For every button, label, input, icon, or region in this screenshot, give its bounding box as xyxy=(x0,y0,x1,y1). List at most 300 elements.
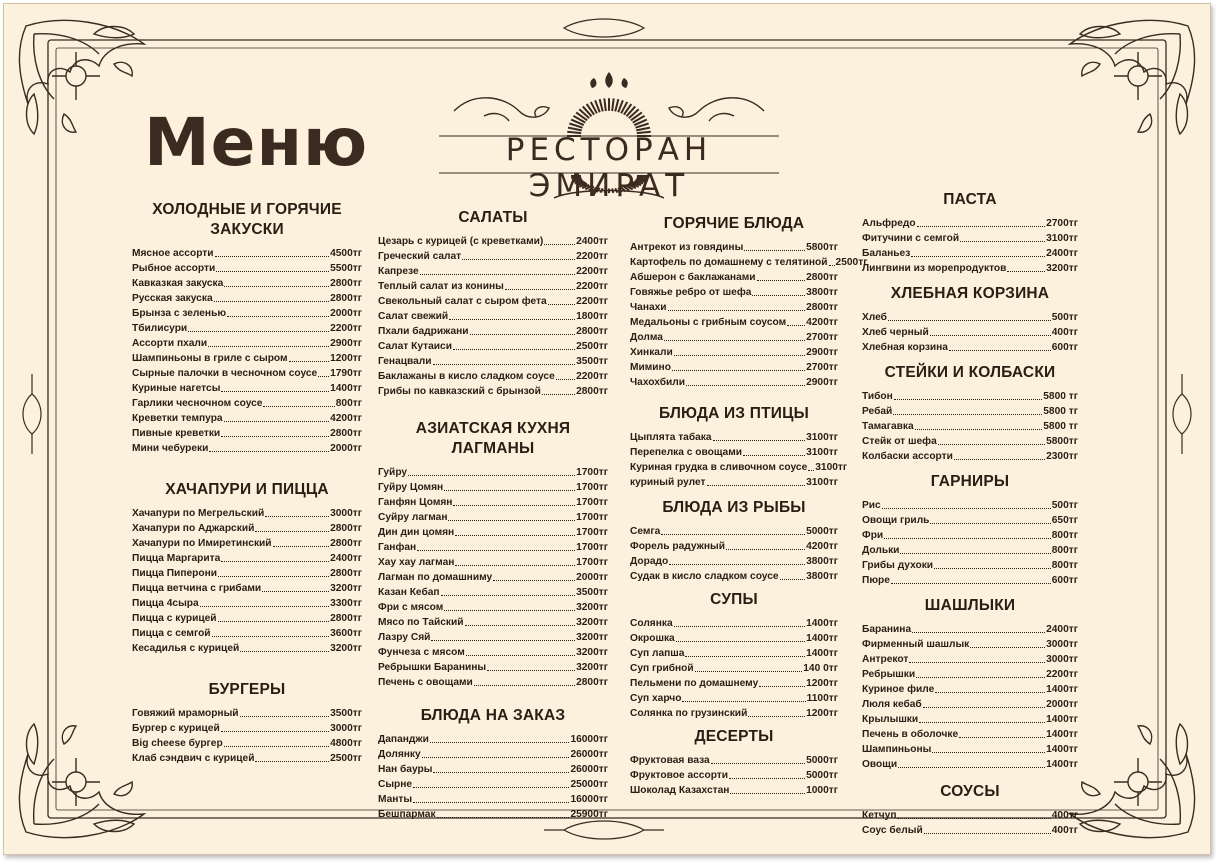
menu-item xyxy=(862,543,1078,558)
dot-leader xyxy=(240,651,329,652)
menu-item-name: Крылышки xyxy=(862,714,919,725)
menu-item xyxy=(378,777,608,792)
menu-item-name: Мясное ассорти xyxy=(132,248,214,259)
menu-item-name: Шампиньоны xyxy=(862,744,932,755)
menu-item-price: 3100тг xyxy=(1046,233,1078,244)
menu-item-name: Пюре xyxy=(862,575,890,586)
menu-item-name: Солянка xyxy=(630,618,673,629)
menu-item-price: 2900тг xyxy=(330,338,362,349)
dot-leader xyxy=(218,576,329,577)
menu-item-price: 2400тг xyxy=(1046,248,1078,259)
dot-leader xyxy=(487,670,575,671)
menu-item-name: Салат свежий xyxy=(378,311,449,322)
menu-item-price: 1000тг xyxy=(806,785,838,796)
dot-leader xyxy=(455,535,575,536)
menu-item-price: 800тг xyxy=(1051,560,1078,571)
menu-item-name: Фруктовое ассорти xyxy=(630,770,729,781)
menu-item-price: 1800тг xyxy=(576,311,608,322)
dot-leader xyxy=(505,289,575,290)
menu-item-name: Судак в кисло сладком соусе xyxy=(630,571,779,582)
menu-item xyxy=(378,339,608,354)
section-title: БЛЮДА ИЗ ПТИЦЫ xyxy=(659,405,809,422)
menu-item-price: 2800тг xyxy=(330,568,362,579)
menu-item xyxy=(630,460,848,475)
menu-item-price: 5800 тг xyxy=(1043,406,1078,417)
menu-item-name: Люля кебаб xyxy=(862,699,922,710)
menu-item-price: 1400тг xyxy=(1046,744,1078,755)
dot-leader xyxy=(669,564,805,565)
dot-leader xyxy=(949,350,1051,351)
dot-leader xyxy=(916,677,1045,678)
dot-leader xyxy=(759,686,805,687)
menu-item-name: Манты xyxy=(378,794,413,805)
menu-item-price: 500тг xyxy=(1051,312,1078,323)
menu-item-name: Пицца Маргарита xyxy=(132,553,221,564)
menu-item-price: 3800тг xyxy=(806,571,838,582)
menu-column-4 xyxy=(862,190,1078,838)
menu-item-name: Ганфян Цомян xyxy=(378,497,453,508)
menu-item-name: Шоколад Казахстан xyxy=(630,785,730,796)
menu-section xyxy=(132,680,362,766)
menu-item-price: 1400тг xyxy=(1046,759,1078,770)
menu-item xyxy=(862,528,1078,543)
menu-item-name: Капрезе xyxy=(378,266,419,277)
dot-leader xyxy=(255,531,329,532)
dot-leader xyxy=(668,310,806,311)
section-title: БУРГЕРЫ xyxy=(208,681,286,698)
menu-item-price: 2800тг xyxy=(806,272,838,283)
dot-leader xyxy=(915,429,1043,430)
menu-section xyxy=(862,472,1078,588)
menu-item xyxy=(630,783,838,798)
menu-item xyxy=(132,381,362,396)
menu-item-price: 3200тг xyxy=(1046,263,1078,274)
menu-item xyxy=(378,495,608,510)
menu-item-price: 2500тг xyxy=(835,257,868,268)
menu-item xyxy=(862,498,1078,513)
menu-item-name: Дин дин цомян xyxy=(378,527,455,538)
dot-leader xyxy=(453,505,575,506)
menu-item-price: 3200тг xyxy=(576,632,608,643)
menu-item-price: 1790тг xyxy=(330,368,362,379)
dot-leader xyxy=(215,256,330,257)
menu-column-1 xyxy=(132,200,362,766)
menu-section xyxy=(630,214,868,390)
menu-item-name: Клаб сэндвич с курицей xyxy=(132,753,255,764)
menu-item xyxy=(862,637,1078,652)
menu-item-price: 2200тг xyxy=(576,251,608,262)
menu-item xyxy=(132,596,362,611)
section-title: ПАСТА xyxy=(943,191,997,208)
menu-item xyxy=(862,434,1078,449)
menu-item-price: 400тг xyxy=(1051,327,1078,338)
dot-leader xyxy=(449,319,575,320)
menu-item xyxy=(378,465,608,480)
menu-item-list xyxy=(378,732,608,822)
menu-item xyxy=(862,404,1078,419)
menu-item-price: 16000тг xyxy=(570,794,608,805)
dot-leader xyxy=(674,355,805,356)
menu-item xyxy=(862,325,1078,340)
menu-item-price: 4500тг xyxy=(330,248,362,259)
menu-item-name: Кесадилья с курицей xyxy=(132,643,240,654)
dot-leader xyxy=(726,549,805,550)
menu-item-name: Окрошка xyxy=(630,633,675,644)
dot-leader xyxy=(919,722,1045,723)
menu-item xyxy=(378,645,608,660)
menu-item-name: Суйру лагман xyxy=(378,512,448,523)
menu-section xyxy=(378,208,608,399)
menu-item-list xyxy=(132,706,362,766)
dot-leader xyxy=(221,561,329,562)
menu-item xyxy=(630,330,838,345)
menu-item xyxy=(378,309,608,324)
dot-leader xyxy=(420,274,575,275)
menu-item-price: 2900тг xyxy=(806,377,838,388)
menu-item-price: 2700тг xyxy=(806,362,838,373)
dot-leader xyxy=(748,716,805,717)
menu-item xyxy=(862,231,1078,246)
dot-leader xyxy=(744,250,805,251)
restaurant-name: РЕСТОРАН ЭМИРАТ xyxy=(505,132,713,204)
menu-item-name: Бешпармак xyxy=(378,809,436,820)
section-title: БЛЮДА ИЗ РЫБЫ xyxy=(662,499,806,516)
menu-section xyxy=(630,498,838,584)
menu-item xyxy=(630,285,838,300)
menu-item xyxy=(378,384,608,399)
menu-item-price: 2800тг xyxy=(330,428,362,439)
menu-item-price: 1400тг xyxy=(1046,714,1078,725)
dot-leader xyxy=(970,647,1045,648)
menu-item-price: 5000тг xyxy=(806,755,838,766)
menu-item xyxy=(862,667,1078,682)
menu-item-list xyxy=(862,498,1078,588)
dot-leader xyxy=(209,451,329,452)
menu-item-price: 1700тг xyxy=(576,512,608,523)
dot-leader xyxy=(1007,271,1045,272)
menu-item-name: Хлеб xyxy=(862,312,887,323)
menu-item-price: 5800тг xyxy=(1046,436,1078,447)
menu-item-price: 3000тг xyxy=(330,723,362,734)
menu-item xyxy=(862,697,1078,712)
dot-leader xyxy=(829,265,835,266)
dot-leader xyxy=(707,485,806,486)
dot-leader xyxy=(676,641,805,642)
menu-item xyxy=(862,573,1078,588)
menu-item-name: Суп харчо xyxy=(630,693,682,704)
dot-leader xyxy=(954,459,1045,460)
menu-item-name: Печень с овощами xyxy=(378,677,473,688)
menu-item xyxy=(132,396,362,411)
menu-item-price: 1400тг xyxy=(330,383,362,394)
menu-item-name: Фри xyxy=(862,530,884,541)
menu-item-name: Картофель по домашнему с телятиной xyxy=(630,257,828,268)
dot-leader xyxy=(433,772,569,773)
menu-item-price: 2500тг xyxy=(576,341,608,352)
menu-item-name: Креветки темпура xyxy=(132,413,223,424)
menu-item xyxy=(862,246,1078,261)
menu-item xyxy=(862,757,1078,772)
menu-item-name: Медальоны с грибным соусом xyxy=(630,317,787,328)
menu-item xyxy=(862,310,1078,325)
menu-item-name: Лингвини из морепродуктов xyxy=(862,263,1007,274)
menu-item xyxy=(378,354,608,369)
menu-item-name: Пельмени по домашнему xyxy=(630,678,759,689)
menu-item-price: 600тг xyxy=(1051,575,1078,586)
dot-leader xyxy=(960,241,1045,242)
menu-item-name: Семга xyxy=(630,526,661,537)
dot-leader xyxy=(240,716,330,717)
menu-item-price: 2800тг xyxy=(576,386,608,397)
dot-leader xyxy=(893,414,1042,415)
menu-item-name: Куриное филе xyxy=(862,684,935,695)
menu-item-price: 2200тг xyxy=(576,281,608,292)
menu-item-name: Ганфан xyxy=(378,542,417,553)
menu-item-price: 800тг xyxy=(1051,545,1078,556)
menu-item xyxy=(378,249,608,264)
menu-item-name: Теплый салат из конины xyxy=(378,281,504,292)
menu-item-price: 1700тг xyxy=(576,482,608,493)
dot-leader xyxy=(408,475,575,476)
menu-item-name: Греческий салат xyxy=(378,251,462,262)
menu-item xyxy=(378,324,608,339)
menu-item xyxy=(630,315,838,330)
menu-item-price: 2400тг xyxy=(576,236,608,247)
menu-item xyxy=(378,369,608,384)
menu-item-price: 2800тг xyxy=(330,278,362,289)
menu-item xyxy=(630,255,868,270)
menu-column-3 xyxy=(630,214,868,798)
menu-item-price: 2500тг xyxy=(330,753,362,764)
menu-item-name: Рис xyxy=(862,500,881,511)
menu-item-name: Нан бауры xyxy=(378,764,433,775)
menu-item xyxy=(862,513,1078,528)
menu-item-price: 3100тг xyxy=(806,477,838,488)
menu-item-price: 4200тг xyxy=(330,413,362,424)
menu-item-price: 3200тг xyxy=(576,647,608,658)
menu-item-name: Казан Кебап xyxy=(378,587,440,598)
menu-item xyxy=(862,823,1078,838)
menu-item-price: 2200тг xyxy=(576,371,608,382)
dot-leader xyxy=(265,516,329,517)
menu-item-name: Хлеб черный xyxy=(862,327,929,338)
menu-item-price: 2400тг xyxy=(1046,624,1078,635)
menu-item-name: Салат Кутаиси xyxy=(378,341,452,352)
section-title: АЗИАТСКАЯ КУХНЯ ЛАГМАНЫ xyxy=(415,420,571,457)
dot-leader xyxy=(218,621,330,622)
menu-item-price: 2800тг xyxy=(576,326,608,337)
dot-leader xyxy=(917,226,1046,227)
section-title: ХЛЕБНАЯ КОРЗИНА xyxy=(890,285,1050,302)
dot-leader xyxy=(787,325,805,326)
menu-item-list xyxy=(630,240,868,390)
dot-leader xyxy=(891,583,1051,584)
menu-item-price: 1400тг xyxy=(1046,684,1078,695)
dot-leader xyxy=(273,546,330,547)
menu-item xyxy=(862,808,1078,823)
dot-leader xyxy=(909,662,1045,663)
menu-item-name: Пицца с курицей xyxy=(132,613,217,624)
menu-item-name: Баклажаны в кисло сладком соусе xyxy=(378,371,555,382)
dot-leader xyxy=(453,349,575,350)
menu-item xyxy=(630,360,838,375)
menu-item xyxy=(630,646,838,661)
menu-item-list xyxy=(630,616,838,721)
dot-leader xyxy=(224,746,329,747)
menu-item-price: 3000тг xyxy=(1046,654,1078,665)
menu-item-name: Гарлики чесночном соусе xyxy=(132,398,263,409)
menu-item-price: 25900тг xyxy=(570,809,608,820)
menu-item xyxy=(132,441,362,456)
menu-item xyxy=(630,661,838,676)
menu-item-name: Чанахи xyxy=(630,302,667,313)
dot-leader xyxy=(214,301,329,302)
menu-item-name: Лагман по домашниму xyxy=(378,572,493,583)
menu-item-price: 1400тг xyxy=(806,618,838,629)
menu-item xyxy=(630,445,838,460)
menu-item xyxy=(378,807,608,822)
menu-item xyxy=(862,261,1078,276)
menu-item-price: 2800тг xyxy=(330,538,362,549)
dot-leader xyxy=(188,331,329,332)
menu-item-name: Пицца ветчина с грибами xyxy=(132,583,262,594)
menu-item-name: Тибон xyxy=(862,391,893,402)
menu-item xyxy=(630,676,838,691)
dot-leader xyxy=(934,568,1051,569)
dot-leader xyxy=(932,752,1045,753)
menu-item-name: Ребрышки xyxy=(862,669,916,680)
menu-item xyxy=(378,525,608,540)
menu-item xyxy=(378,747,608,762)
dot-leader xyxy=(221,391,329,392)
menu-item-price: 3200тг xyxy=(576,602,608,613)
menu-item-price: 5500тг xyxy=(330,263,362,274)
dot-leader xyxy=(911,256,1045,257)
menu-item xyxy=(862,712,1078,727)
dot-leader xyxy=(674,626,805,627)
dot-leader xyxy=(263,406,334,407)
menu-item-name: Чахохбили xyxy=(630,377,686,388)
menu-item-price: 2400тг xyxy=(330,553,362,564)
dot-leader xyxy=(493,580,575,581)
section-title: ДЕСЕРТЫ xyxy=(694,728,774,745)
section-title: ГОРЯЧИЕ БЛЮДА xyxy=(663,215,805,232)
menu-item-price: 3800тг xyxy=(806,556,838,567)
menu-item-name: Ребрышки Баранины xyxy=(378,662,487,673)
dot-leader xyxy=(664,340,805,341)
menu-item-name: Овощи гриль xyxy=(862,515,930,526)
menu-item xyxy=(862,682,1078,697)
dot-leader xyxy=(227,316,329,317)
menu-item-name: Говяжий мраморный xyxy=(132,708,239,719)
section-title: СУПЫ xyxy=(710,591,758,608)
menu-item xyxy=(630,706,838,721)
menu-item-name: Суп грибной xyxy=(630,663,694,674)
menu-title: Меню xyxy=(144,104,369,181)
menu-item-name: Шампиньоны в гриле с сыром xyxy=(132,353,288,364)
menu-item-name: Ассорти пхали xyxy=(132,338,208,349)
menu-item xyxy=(132,551,362,566)
menu-item xyxy=(630,430,838,445)
dot-leader xyxy=(200,606,329,607)
menu-item-price: 3200тг xyxy=(576,617,608,628)
menu-item-name: Кавказкая закуска xyxy=(132,278,224,289)
menu-item-name: Куриные нагетсы xyxy=(132,383,221,394)
menu-item xyxy=(862,727,1078,742)
dot-leader xyxy=(682,701,805,702)
section-title: ГАРНИРЫ xyxy=(930,473,1010,490)
menu-item xyxy=(132,246,362,261)
menu-item-name: Цыплята табака xyxy=(630,432,712,443)
menu-item xyxy=(630,300,838,315)
menu-item-name: Солянка по грузинский xyxy=(630,708,748,719)
menu-item-price: 650тг xyxy=(1051,515,1078,526)
menu-item-name: Антрекот xyxy=(862,654,909,665)
menu-section xyxy=(630,590,838,721)
menu-item xyxy=(630,475,838,490)
dot-leader xyxy=(900,553,1050,554)
menu-item xyxy=(378,555,608,570)
dot-leader xyxy=(930,523,1050,524)
menu-item xyxy=(630,616,838,631)
section-title: ШАШЛЫКИ xyxy=(924,597,1016,614)
menu-item xyxy=(378,675,608,690)
menu-item-list xyxy=(630,753,838,798)
menu-item xyxy=(630,345,838,360)
menu-item xyxy=(132,536,362,551)
dot-leader xyxy=(318,376,329,377)
dot-leader xyxy=(548,304,575,305)
menu-item xyxy=(378,600,608,615)
menu-item-name: Колбаски ассорти xyxy=(862,451,953,462)
menu-item-list xyxy=(862,389,1078,464)
menu-item xyxy=(378,480,608,495)
menu-item xyxy=(132,261,362,276)
menu-item xyxy=(132,566,362,581)
dot-leader xyxy=(894,399,1042,400)
menu-item-price: 1700тг xyxy=(576,527,608,538)
menu-item-name: Тамагавка xyxy=(862,421,914,432)
menu-item-name: Баланьез xyxy=(862,248,911,259)
menu-item-price: 3100тг xyxy=(806,432,838,443)
menu-item xyxy=(862,449,1078,464)
menu-item xyxy=(378,585,608,600)
menu-item-price: 400тг xyxy=(1051,810,1078,821)
menu-item-name: Сырне xyxy=(378,779,413,790)
menu-item-name: Фри с мясом xyxy=(378,602,444,613)
menu-item-price: 2700тг xyxy=(806,332,838,343)
menu-item-price: 3500тг xyxy=(576,356,608,367)
dot-leader xyxy=(898,767,1045,768)
menu-item-price: 3200тг xyxy=(330,583,362,594)
menu-item xyxy=(630,524,838,539)
dot-leader xyxy=(752,295,805,296)
menu-item-price: 2900тг xyxy=(806,347,838,358)
menu-item-name: Тбилисури xyxy=(132,323,188,334)
dot-leader xyxy=(542,394,575,395)
menu-item xyxy=(378,660,608,675)
menu-section xyxy=(378,419,608,690)
menu-item-name: Овощи xyxy=(862,759,898,770)
section-title: САЛАТЫ xyxy=(458,209,528,226)
menu-item-name: Пицца Пиперони xyxy=(132,568,217,579)
menu-item xyxy=(132,366,362,381)
dot-leader xyxy=(470,334,576,335)
menu-item-name: Фирменный шашлык xyxy=(862,639,970,650)
menu-item xyxy=(132,626,362,641)
menu-item-name: Альфредо xyxy=(862,218,916,229)
menu-item-name: Лазру Сяй xyxy=(378,632,431,643)
